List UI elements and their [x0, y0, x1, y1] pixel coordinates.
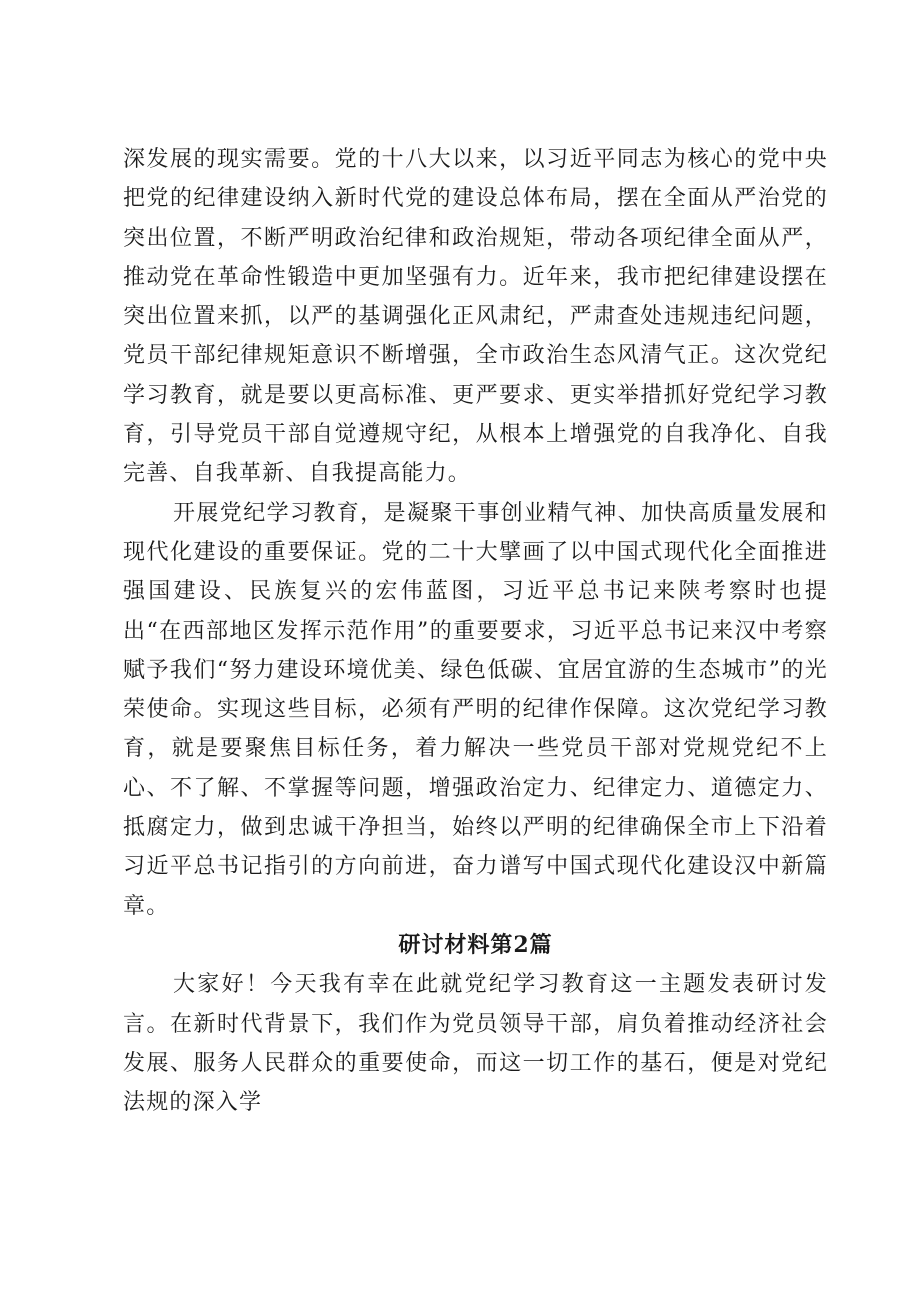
- paragraph-1: 深发展的现实需要。党的十八大以来，以习近平同志为核心的党中央把党的纪律建设纳入新时代党的建设总体布局，摆在全面从严治党的突出位置，不断严明政治纪律和政治规矩，带动各项纪律全面从严，推动党在革命性锻造中更加坚强有力。近年来，我市把纪律建设摆在突出位置来抓，以严的基调强化正风肃纪，严肃查处违规违纪问题，党员干部纪律规矩意识不断增强，全市政治生态风清气正。这次党纪学习教育，就是要以更高标准、更严要求、更实举措抓好党纪学习教育，引导党员干部自觉遵规守纪，从根本上增强党的自我净化、自我完善、自我革新、自我提高能力。: [123, 147, 828, 487]
- paragraph-2: 开展党纪学习教育，是凝聚干事创业精气神、加快高质量发展和现代化建设的重要保证。党的二十大擘画了以中国式现代化全面推进强国建设、民族复兴的宏伟蓝图，习近平总书记来陕考察时也提出“在西部地区发挥示范作用”的重要要求，习近平总书记来汉中考察赋予我们“努力建设环境优美、绿色低碳、宜居宜游的生态城市”的光荣使命。实现这些目标，必须有严明的纪律作保障。这次党纪学习教育，就是要聚焦目标任务，着力解决一些党员干部对党规党纪不上心、不了解、不掌握等问题，增强政治定力、纪律定力、道德定力、抵腐定力，做到忠诚干净担当，始终以严明的纪律确保全市上下沿着习近平总书记指引的方向前进，奋力谱写中国式现代化建设汉中新篇章。: [123, 500, 828, 919]
- paragraph-3: 大家好！今天我有幸在此就党纪学习教育这一主题发表研讨发言。在新时代背景下，我们作为党员领导干部，肩负着推动经济社会发展、服务人民群众的重要使命，而这一切工作的基石，便是对党纪法规的深入学: [123, 972, 828, 1116]
- section-heading: 研讨材料第2篇: [398, 931, 553, 958]
